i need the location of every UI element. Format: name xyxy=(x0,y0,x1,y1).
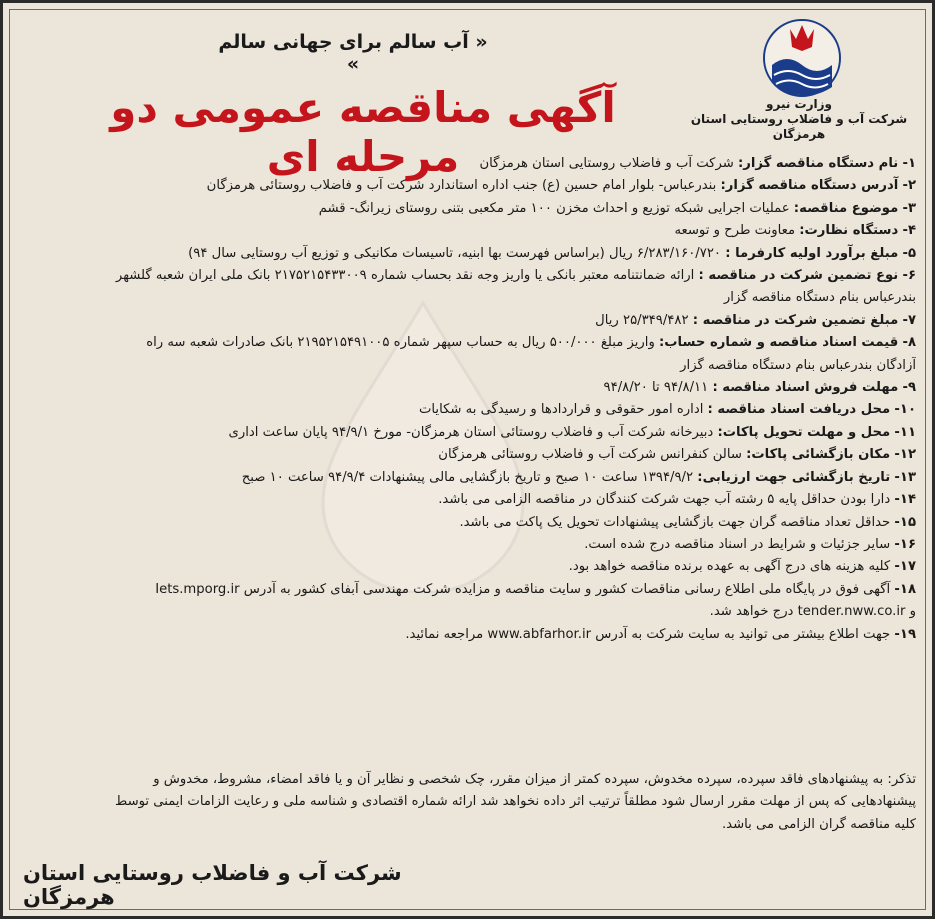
item-text: ارائه ضمانتنامه معتبر بانکی یا واریز وجه نقد بحساب شماره ۲۱۷۵۲۱۵۴۳۳۰۰۹ بانک ملی ایران شعبه گلشهر xyxy=(115,268,699,284)
list-item xyxy=(17,467,916,489)
item-text: ۱۳۹۴/۹/۲ ساعت ۱۰ صبح و تاریخ بازگشایی مالی پیشنهادات ۹۴/۹/۴ ساعت ۱۰ صبح xyxy=(241,469,698,485)
list-item xyxy=(17,198,916,220)
item-label: آدرس دستگاه مناقصه گزار: xyxy=(720,178,899,194)
item-number: ۴- xyxy=(902,223,916,239)
item-text: سایر جزئیات و شرایط در اسناد مناقصه درج شده است. xyxy=(584,536,891,552)
item-text: شرکت آب و فاضلاب روستایی استان هرمزگان xyxy=(479,156,738,171)
item-text: ۹۴/۸/۱۱ تا ۹۴/۸/۲۰ xyxy=(603,380,713,396)
list-item xyxy=(17,310,916,332)
list-item xyxy=(17,175,916,197)
item-label: قیمت اسناد مناقصه و شماره حساب: xyxy=(659,335,899,351)
notice-note xyxy=(17,769,916,836)
ministry-name: وزارت نیرو xyxy=(766,97,832,111)
item-number: ۱- xyxy=(902,156,916,171)
item-text: جهت اطلاع بیشتر می توانید به سایت شرکت به آدرس www.abfarhor.ir مراجعه نمائید. xyxy=(405,626,891,642)
company-name: شرکت آب و فاضلاب روستایی استان هرمزگان xyxy=(690,112,908,141)
tender-items-list xyxy=(17,153,916,646)
organization-block xyxy=(684,97,914,142)
item-number: ۱۸- xyxy=(894,581,916,597)
list-item xyxy=(17,624,916,646)
item-number: ۵- xyxy=(902,245,916,261)
list-item xyxy=(17,579,916,601)
list-item xyxy=(17,377,916,399)
item-number: ۷- xyxy=(902,312,916,328)
list-item xyxy=(17,399,916,421)
item-number: ۱۵- xyxy=(894,514,916,530)
item-label: نام دستگاه مناقصه گزار: xyxy=(737,156,899,171)
item-number: ۳- xyxy=(902,200,916,216)
note-line-1: تذکر: به پیشنهادهای فاقد سپرده، سپرده مخدوش، سپرده کمتر از میزان مقرر، چک شخصی و نظایر آن و یا فاقد امضاء، مشروط، مخدوش و xyxy=(153,772,916,787)
item-label: دستگاه نظارت: xyxy=(799,223,899,239)
item-number: ۱۶- xyxy=(894,536,916,552)
item-number: ۲- xyxy=(902,178,916,194)
item-text: ۲۵/۳۴۹/۴۸۲ ریال xyxy=(595,312,693,328)
item-text: آگهی فوق در پایگاه ملی اطلاع رسانی مناقصات کشور و سایت مناقصه و مزایده شرکت مهندسی آبفای کشور به آدرس Iets.mporg.ir xyxy=(155,581,891,597)
item-number: ۶- xyxy=(902,268,916,284)
item-text: اداره امور حقوقی و قراردادها و رسیدگی به شکایات xyxy=(418,402,708,418)
item-number: ۱۲- xyxy=(894,447,916,463)
item-text: کلیه هزینه های درج آگهی به عهده برنده مناقصه خواهد بود. xyxy=(568,559,891,575)
list-item xyxy=(17,332,916,354)
item-label: مکان بازگشائی پاکات: xyxy=(746,447,891,463)
company-logo-icon xyxy=(762,15,842,101)
item-continuation: و tender.nww.co.ir درج خواهد شد. xyxy=(709,604,916,620)
list-item xyxy=(17,534,916,556)
item-text: معاونت طرح و توسعه xyxy=(674,223,800,239)
item-label: مهلت فروش اسناد مناقصه : xyxy=(712,380,899,396)
list-item xyxy=(17,489,916,511)
footer-signature: شرکت آب و فاضلاب روستایی استان هرمزگان xyxy=(23,861,402,909)
item-number: ۱۹- xyxy=(894,626,916,642)
list-item xyxy=(17,243,916,265)
list-item xyxy=(17,153,916,175)
item-text: واریز مبلغ ۵۰۰/۰۰۰ ریال به حساب سپهر شماره ۲۱۹۵۲۱۵۴۹۱۰۰۵ بانک صادرات شعبه سه راه xyxy=(146,335,660,351)
item-text: بندرعباس- بلوار امام حسین (ع) جنب اداره استاندارد شرکت آب و فاضلاب روستائی هرمزگان xyxy=(206,178,721,194)
item-number: ۱۱- xyxy=(894,424,916,440)
item-label: مبلغ تضمین شرکت در مناقصه : xyxy=(692,312,899,328)
list-item xyxy=(17,444,916,466)
page-title: آگهی مناقصه عمومی دو مرحله ای xyxy=(110,83,616,181)
item-label: محل دریافت اسناد مناقصه : xyxy=(707,402,891,418)
list-item xyxy=(17,512,916,534)
note-line-2: پیشنهادهایی که پس از مهلت مقرر ارسال شود مطلقاً ترتیب اثر داده نخواهد شد ارائه شماره اقتصادی و شناسه ملی و رعایت الزامات ایمنی توسط xyxy=(115,794,916,810)
list-item xyxy=(17,220,916,242)
list-item xyxy=(17,422,916,444)
item-number: ۱۰- xyxy=(894,402,916,418)
item-text: دبیرخانه شرکت آب و فاضلاب روستائی استان هرمزگان- مورخ ۹۴/۹/۱ پایان ساعت اداری xyxy=(228,424,718,440)
item-label: تاریخ بازگشائی جهت ارزیابی: xyxy=(697,469,891,485)
item-number: ۱۷- xyxy=(894,559,916,575)
item-number: ۱۳- xyxy=(894,469,916,485)
slogan: « آب سالم برای جهانی سالم » xyxy=(218,31,488,75)
item-label: مبلغ برآورد اولیه کارفرما : xyxy=(725,245,899,261)
item-text: ۶/۲۸۳/۱۶۰/۷۲۰ ریال (براساس فهرست بها ابنیه، تاسیسات مکانیکی و توزیع آب روستایی سال ۹۴) xyxy=(188,245,726,261)
list-item xyxy=(17,265,916,287)
list-item xyxy=(17,556,916,578)
item-text: سالن کنفرانس شرکت آب و فاضلاب روستائی هرمزگان xyxy=(438,447,747,463)
item-text: حداقل تعداد مناقصه گران جهت بازگشایی پیشنهادات تحویل یک پاکت می باشد. xyxy=(459,514,891,530)
item-number: ۱۴- xyxy=(894,492,916,508)
item-label: موضوع مناقصه: xyxy=(793,200,899,216)
item-continuation: بندرعباس بنام دستگاه مناقصه گزار xyxy=(723,290,916,306)
item-text: دارا بودن حداقل پایه ۵ رشته آب جهت شرکت کنندگان در مناقصه الزامی می باشد. xyxy=(438,492,891,508)
item-text: عملیات اجرایی شبکه توزیع و احداث مخزن ۱۰۰ متر مکعبی بتنی روستای زیرانگ- قشم xyxy=(318,200,794,216)
item-number: ۹- xyxy=(902,380,916,396)
item-continuation: آزادگان بندرعباس بنام دستگاه مناقصه گزار xyxy=(680,357,916,373)
item-label: نوع تضمین شرکت در مناقصه : xyxy=(698,268,899,284)
item-number: ۸- xyxy=(902,335,916,351)
item-label: محل و مهلت تحویل پاکات: xyxy=(717,424,891,440)
note-line-3: کلیه مناقصه گران الزامی می باشد. xyxy=(721,816,916,832)
